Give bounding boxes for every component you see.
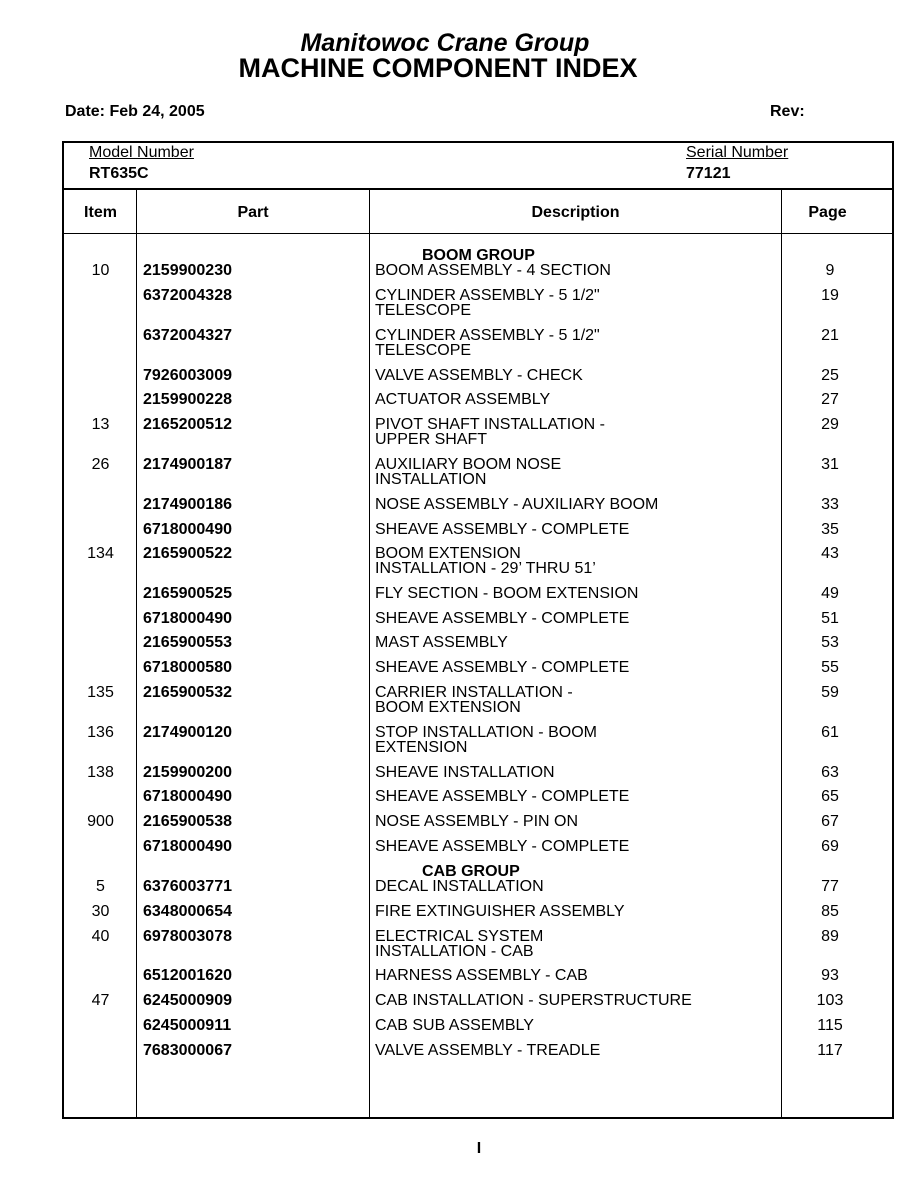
row-description: FLY SECTION - BOOM EXTENSION [375, 585, 639, 602]
row-description: BOOM ASSEMBLY - 4 SECTION [375, 262, 611, 279]
row-description: NOSE ASSEMBLY - PIN ON [375, 813, 579, 830]
row-part-number: 6376003771 [143, 878, 232, 895]
row-page: 115 [817, 1017, 843, 1034]
row-description: CAB SUB ASSEMBLY [375, 1017, 534, 1034]
row-description: CYLINDER ASSEMBLY - 5 1/2" TELESCOPE [375, 327, 600, 359]
row-page: 31 [821, 456, 839, 473]
row-part-number: 2165900553 [143, 634, 232, 651]
model-number-value: RT635C [89, 165, 149, 182]
row-description: CYLINDER ASSEMBLY - 5 1/2" TELESCOPE [375, 287, 600, 319]
document-revision: Rev: [770, 103, 805, 120]
row-part-number: 6245000909 [143, 992, 232, 1009]
row-page: 51 [821, 610, 839, 627]
column-header-divider [64, 233, 892, 234]
row-page: 29 [821, 416, 839, 433]
row-part-number: 2159900200 [143, 764, 232, 781]
row-part-number: 2159900228 [143, 391, 232, 408]
row-part-number: 6718000490 [143, 838, 232, 855]
row-page: 25 [821, 367, 839, 384]
row-part-number: 2165200512 [143, 416, 232, 433]
row-page: 21 [821, 327, 839, 344]
row-page: 59 [821, 684, 839, 701]
row-part-number: 2159900230 [143, 262, 232, 279]
row-description: STOP INSTALLATION - BOOM EXTENSION [375, 724, 597, 756]
row-page: 69 [821, 838, 839, 855]
row-part-number: 6978003078 [143, 928, 232, 945]
row-description: HARNESS ASSEMBLY - CAB [375, 967, 588, 984]
row-item: 30 [91, 903, 110, 920]
column-header-part: Part [237, 204, 269, 221]
serial-number-label: Serial Number [686, 144, 789, 161]
row-description: CARRIER INSTALLATION - BOOM EXTENSION [375, 684, 573, 716]
row-description: SHEAVE ASSEMBLY - COMPLETE [375, 521, 630, 538]
row-description: VALVE ASSEMBLY - CHECK [375, 367, 583, 384]
row-part-number: 6372004328 [143, 287, 232, 304]
document-title: MACHINE COMPONENT INDEX [238, 53, 638, 83]
row-description: AUXILIARY BOOM NOSE INSTALLATION [375, 456, 562, 488]
row-part-number: 6718000490 [143, 788, 232, 805]
row-item: 47 [91, 992, 110, 1009]
row-page: 117 [817, 1042, 843, 1059]
row-item: 135 [87, 684, 114, 701]
row-page: 9 [825, 262, 835, 279]
row-page: 19 [821, 287, 839, 304]
row-page: 35 [821, 521, 839, 538]
row-part-number: 2165900532 [143, 684, 232, 701]
column-divider-part [369, 190, 370, 1118]
row-page: 67 [821, 813, 839, 830]
group-heading-boom: BOOM GROUP [422, 247, 535, 264]
column-header-item: Item [84, 204, 117, 221]
row-description: ACTUATOR ASSEMBLY [375, 391, 551, 408]
document-date: Date: Feb 24, 2005 [65, 103, 205, 120]
row-item: 900 [87, 813, 114, 830]
row-page: 33 [821, 496, 839, 513]
row-part-number: 7926003009 [143, 367, 232, 384]
row-part-number: 2165900525 [143, 585, 232, 602]
row-part-number: 7683000067 [143, 1042, 232, 1059]
row-item: 13 [91, 416, 110, 433]
row-page: 55 [821, 659, 839, 676]
row-description: SHEAVE ASSEMBLY - COMPLETE [375, 610, 630, 627]
row-item: 138 [87, 764, 114, 781]
row-item: 136 [87, 724, 114, 741]
row-part-number: 2174900187 [143, 456, 232, 473]
row-page: 53 [821, 634, 839, 651]
row-description: FIRE EXTINGUISHER ASSEMBLY [375, 903, 625, 920]
row-part-number: 2174900120 [143, 724, 232, 741]
model-number-label: Model Number [89, 144, 194, 161]
row-page: 85 [821, 903, 839, 920]
column-divider-item [136, 190, 137, 1118]
row-part-number: 6348000654 [143, 903, 232, 920]
page-number: I [476, 1140, 482, 1157]
row-page: 77 [821, 878, 839, 895]
row-part-number: 6718000580 [143, 659, 232, 676]
row-page: 89 [821, 928, 839, 945]
row-page: 93 [821, 967, 839, 984]
row-description: MAST ASSEMBLY [375, 634, 508, 651]
row-description: SHEAVE INSTALLATION [375, 764, 555, 781]
row-description: ELECTRICAL SYSTEM INSTALLATION - CAB [375, 928, 544, 960]
row-description: CAB INSTALLATION - SUPERSTRUCTURE [375, 992, 692, 1009]
row-description: NOSE ASSEMBLY - AUXILIARY BOOM [375, 496, 659, 513]
row-part-number: 6372004327 [143, 327, 232, 344]
row-description: VALVE ASSEMBLY - TREADLE [375, 1042, 601, 1059]
column-header-page: Page [808, 204, 847, 221]
row-page: 65 [821, 788, 839, 805]
header-divider [64, 188, 892, 190]
row-page: 63 [821, 764, 839, 781]
row-description: DECAL INSTALLATION [375, 878, 544, 895]
row-page: 43 [821, 545, 839, 562]
row-item: 40 [91, 928, 110, 945]
row-item: 5 [96, 878, 105, 895]
row-item: 10 [91, 262, 110, 279]
row-part-number: 2174900186 [143, 496, 232, 513]
row-item: 134 [87, 545, 114, 562]
row-part-number: 2165900522 [143, 545, 232, 562]
row-description: PIVOT SHAFT INSTALLATION - UPPER SHAFT [375, 416, 605, 448]
row-description: SHEAVE ASSEMBLY - COMPLETE [375, 788, 630, 805]
row-item: 26 [91, 456, 110, 473]
row-part-number: 2165900538 [143, 813, 232, 830]
row-page: 27 [821, 391, 839, 408]
row-part-number: 6718000490 [143, 610, 232, 627]
row-part-number: 6245000911 [143, 1017, 232, 1034]
row-page: 61 [821, 724, 839, 741]
company-name: Manitowoc Crane Group [300, 29, 590, 57]
column-header-description: Description [531, 204, 620, 221]
row-page: 103 [816, 992, 844, 1009]
group-heading-cab: CAB GROUP [422, 863, 520, 880]
row-part-number: 6718000490 [143, 521, 232, 538]
row-description: SHEAVE ASSEMBLY - COMPLETE [375, 838, 630, 855]
row-part-number: 6512001620 [143, 967, 232, 984]
row-description: SHEAVE ASSEMBLY - COMPLETE [375, 659, 630, 676]
serial-number-value: 77121 [686, 165, 731, 182]
row-description: BOOM EXTENSION INSTALLATION - 29’ THRU 51’ [375, 545, 596, 577]
row-page: 49 [821, 585, 839, 602]
